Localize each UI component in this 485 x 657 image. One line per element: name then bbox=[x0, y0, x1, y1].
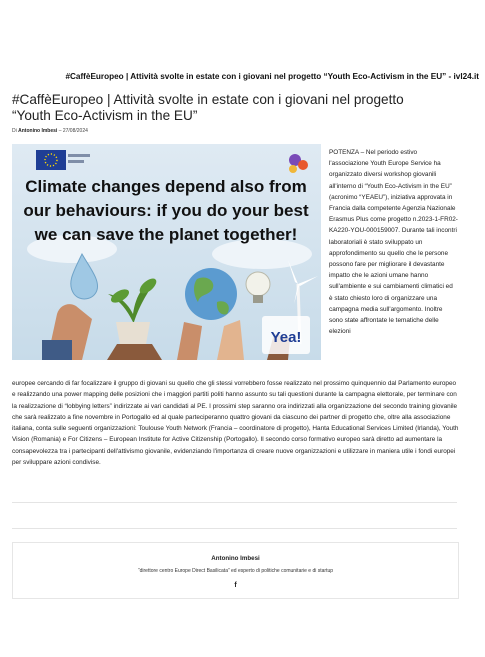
article-title: #CaffèEuropeo | Attività svolte in estate con i giovani nel progetto “Youth Eco-Activism in the EU” bbox=[12, 92, 404, 123]
yea-logo bbox=[262, 316, 310, 354]
article-hero-image bbox=[12, 144, 321, 360]
hero-illustration bbox=[12, 144, 321, 360]
author-box-name[interactable]: Antonino Imbesi bbox=[211, 555, 260, 562]
ticker-headline[interactable]: #CaffèEuropeo | Attività svolte in estate con i giovani nel progetto “Youth Eco-Activism in the EU” - ivl24.it bbox=[65, 72, 479, 81]
byline-separator: – bbox=[58, 128, 62, 134]
author-link[interactable]: Antonino Imbesi bbox=[18, 128, 58, 134]
image-text-line: we can save the planet together! bbox=[34, 225, 298, 244]
article-body-wrapped: POTENZA – Nel periodo estivo l'associazione Youth Europe Service ha organizzato diversi workshop giovanili all'interno di “Youth Eco-Activism in the EU” (acronimo “YEAEU”), iniziativa approvata in Francia dalla competente Agenzia Nazionale Erasmus Plus come progetto n.2023-1-FR02-KA220-YOU-000159007. Durante tali incontri laboratoriali è stato sviluppato un approfondimento su quello che le persone possono fare per migliorare il devastante impatto che le azioni umane hanno sull'ambiente e sui cambiamenti climatici ed è stato chiesto loro di organizzare una campagna media sull'argomento. Inoltre sono state affrontate le tematiche delle elezioni bbox=[329, 149, 458, 336]
article-byline bbox=[12, 128, 88, 134]
author-box bbox=[12, 542, 459, 599]
globe-icon bbox=[185, 268, 237, 320]
image-text-line: Climate changes depend also from bbox=[25, 177, 307, 196]
article-date: 27/08/2024 bbox=[62, 128, 88, 134]
site-ticker-bar bbox=[0, 72, 485, 86]
image-text-line: our behaviours: if you do your best bbox=[23, 201, 309, 220]
facebook-icon[interactable]: f bbox=[234, 582, 237, 589]
divider bbox=[12, 502, 457, 503]
author-box-bio: “direttore centro Europe Direct Basilicata” ed esperto di politiche comunitarie e di startup bbox=[137, 568, 334, 574]
yea-logo-text: Yea! bbox=[270, 329, 302, 346]
byline-prefix: Di bbox=[12, 128, 17, 134]
divider bbox=[12, 528, 457, 529]
article-body-continued: europee cercando di far focalizzare il gruppo di giovani su quello che gli stessi vorrebbero fosse realizzato nel prossimo quinquennio dal Parlamento europeo e realizzando una power mapping delle posizioni che i maggiori partiti politi hanno assunto su tali questioni durante la campagna elettorale, per terminare con la realizzazione di “lobbying letters” indirizzate ai vari candidati al PE. I prossimi step saranno ora indirizzati alla organizzazione del secondo training giovanile che sarà realizzato a fine novembre in Portogallo ed al quale parteciperanno quattro giovani da ciascuno dei partner di progetto che, oltre alla associazione italiana, conta sulle seguenti organizzazioni: Toulouse Youth Network (Francia – coordinatore di progetto), Hanta Educational Services Limited (Irlanda), Youth Vision (Romania) e For Citizens – European Institute for Active Citizenship (Portogallo). Il secondo corso formativo europeo sarà diretto ad aumentare la consapevolezza tra i partecipanti dell'attivismo giovanile, evidenziando l'importanza di creare nuove organizzazioni e utilizzare in maniera utile i fondi europei per sviluppare azioni condivise. bbox=[12, 380, 459, 467]
